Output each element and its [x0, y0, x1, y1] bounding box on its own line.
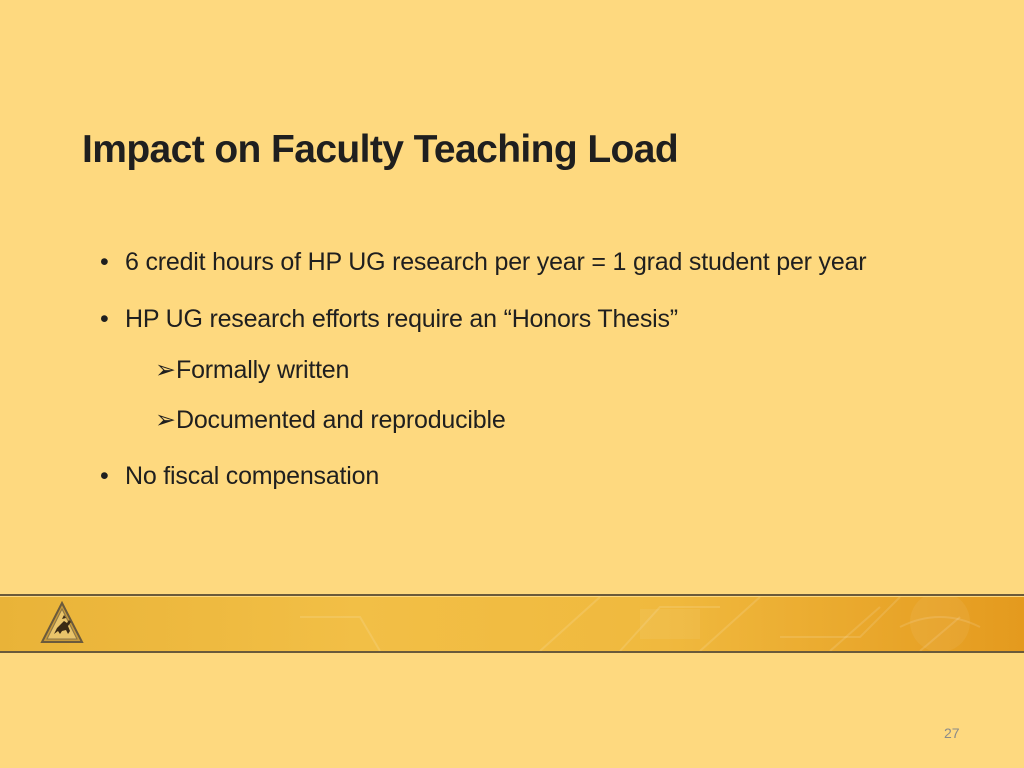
bullet-item [100, 248, 866, 277]
arrow-bullet-icon: ➢ [155, 356, 176, 384]
footer-band-bottom-rule [0, 651, 1024, 653]
sub-bullet-text: Documented and reproducible [176, 406, 506, 434]
bullet-item [100, 305, 678, 334]
footer-band-top-rule [0, 594, 1024, 596]
sub-bullet-item [155, 405, 506, 435]
bullet-text: No fiscal compensation [125, 462, 380, 490]
bullet-item [100, 462, 379, 491]
bullet-marker: • [100, 248, 109, 276]
arrow-bullet-icon: ➢ [155, 406, 176, 434]
bullet-marker: • [100, 462, 109, 490]
bullet-text: HP UG research efforts require an “Honors Thesis” [125, 305, 678, 333]
bullet-text: 6 credit hours of HP UG research per year = 1 grad student per year [125, 248, 867, 276]
slide-title: Impact on Faculty Teaching Load [82, 128, 679, 171]
bullet-marker: • [100, 305, 109, 333]
sub-bullet-text: Formally written [176, 356, 350, 384]
footer-band [0, 597, 1024, 651]
bucking-horse-logo-icon [40, 601, 84, 645]
footer-band-texture [0, 597, 1024, 651]
page-number: 27 [944, 725, 960, 741]
sub-bullet-item [155, 355, 349, 385]
